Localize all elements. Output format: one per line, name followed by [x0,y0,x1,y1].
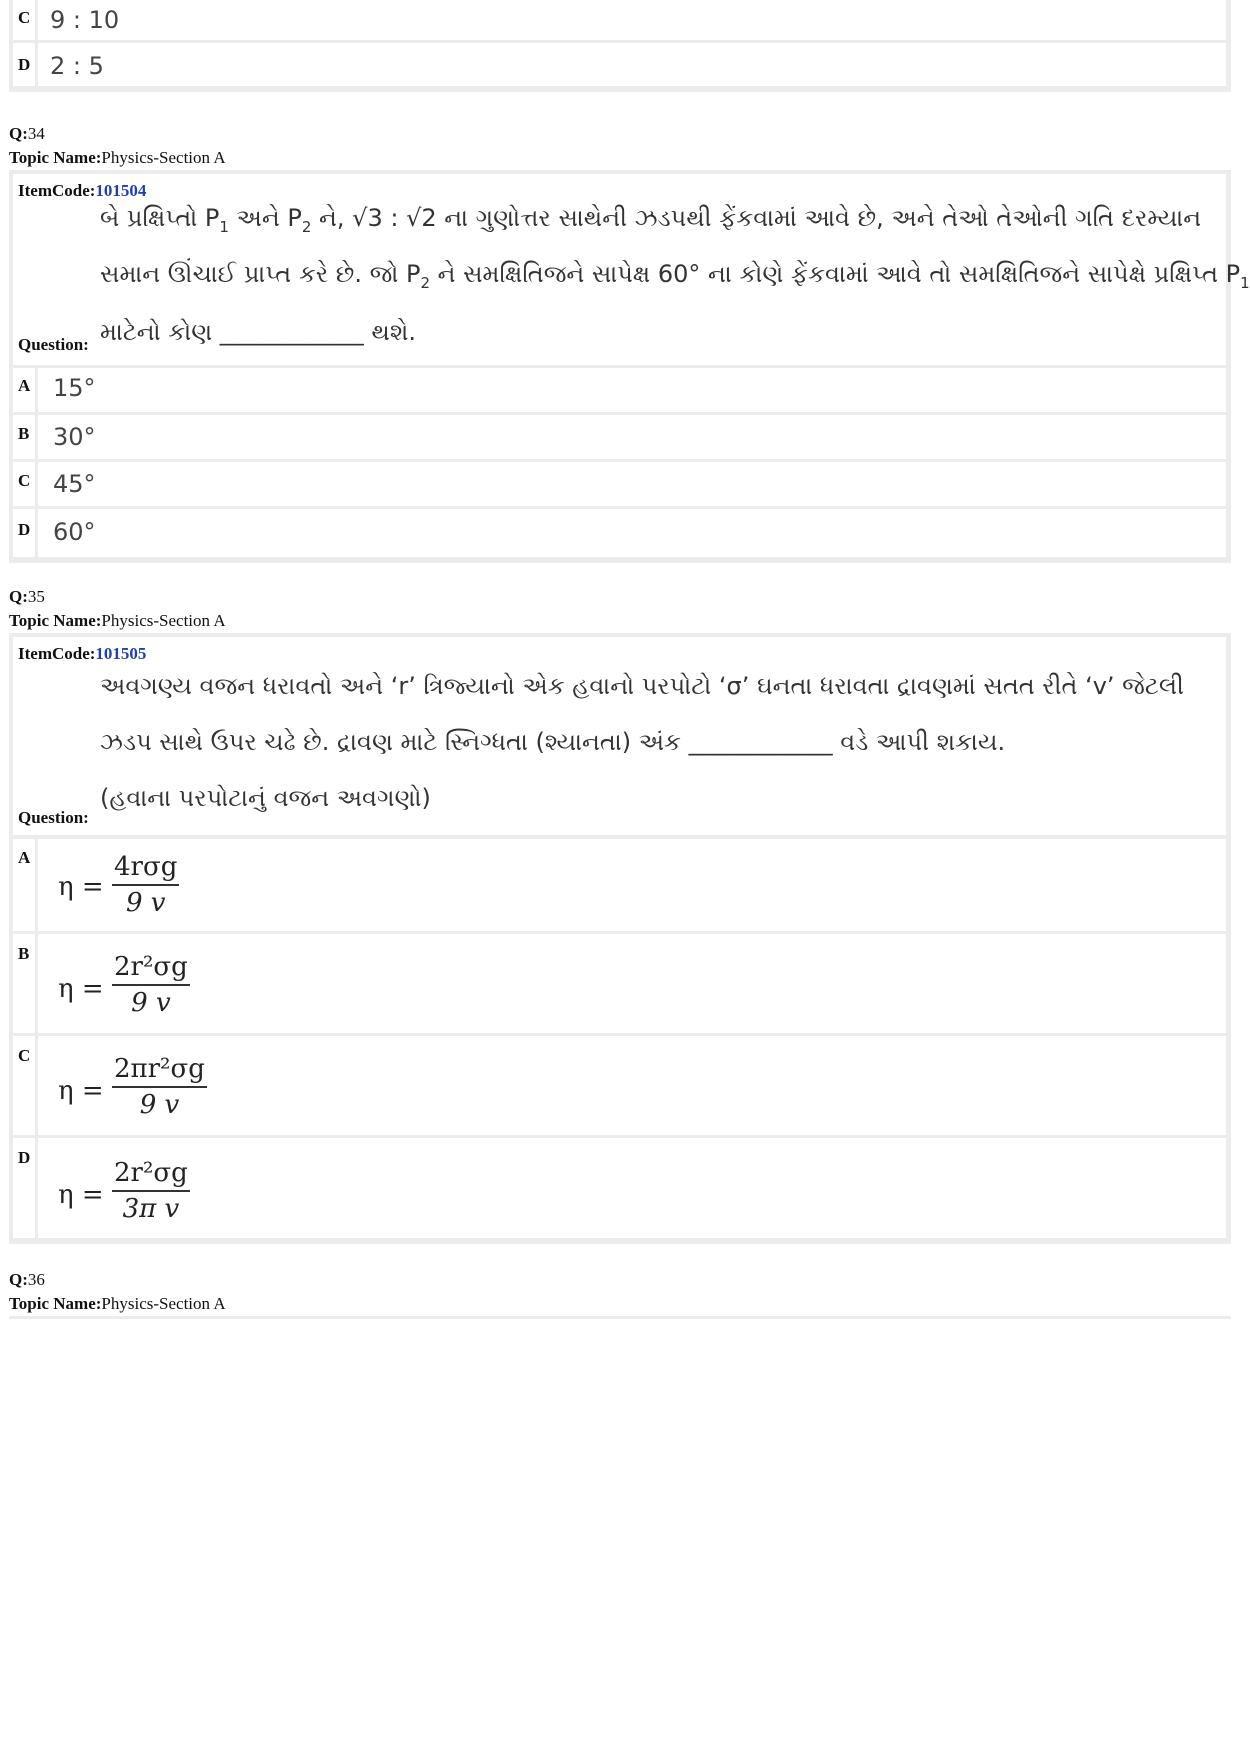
question-line: સમાન ઊંચાઈ પ્રાપ્ત કરે છે. જો $P_2$ ને સમક્ષિતિજને સાપેક્ષ 60° ના કોણે ફેંકવામાં આવે તો સમક્ષિતિજને સાપેક્ષે પ્રક્ષિપ્ત $P_1$ [100,260,1250,292]
question-line: ઝડપ સાથે ઉપર ચઢે છે. દ્રાવણ માટે સ્નિગ્ધતા (શ્યાનતા) અંક ____________ વડે આપી શકાય. [100,728,1006,756]
question-line: (હવાના પરપોટાનું વજન અવગણો) [100,784,431,812]
formula-fraction [112,1158,190,1224]
option-letter: A [18,376,31,395]
option-d[interactable] [38,509,1226,557]
option-value: 60° [53,518,96,546]
question-line: બે પ્રક્ષિપ્તો $P_1$ અને $P_2$ ને, √3 : √2 ના ગુણોત્તર સાથેની ઝડપથી ફેંકવામાં આવે છે, અને તેઓ તેઓની ગતિ દરમ્યાન [100,204,1202,236]
option-value: 15° [53,374,96,402]
denominator: 9 v [139,1090,180,1120]
topic-name: Topic Name:Physics-Section A [9,611,226,630]
denominator: 9 v [125,888,166,918]
numerator: 2πr²σg [112,1054,207,1088]
question-line: અવગણ્ય વજન ધરાવતો અને ‘r’ ત્રિજ્યાનો એક હવાનો પરપોટો ‘σ’ ઘનતા ધરાવતા દ્રાવણમાં સતત રીતે ‘v’ જેટલી [100,672,1184,700]
option-letter: C [18,1046,31,1065]
question-label: Question: [18,335,89,354]
option-letter: B [18,424,30,443]
eta-symbol: η = [58,872,104,902]
eta-symbol: η = [58,1076,104,1106]
topic-name: Topic Name:Physics-Section A [9,148,226,167]
option-letter: C [18,471,31,490]
topic-name: Topic Name:Physics-Section A [9,1294,226,1313]
question-number: Q:35 [9,587,45,606]
option-value-cell-c[interactable] [38,0,1226,40]
option-letter: D [18,55,31,74]
option-letter: D [18,1148,31,1167]
formula-fraction [112,852,179,918]
formula-fraction [112,1054,207,1120]
option-a[interactable] [38,368,1226,412]
denominator: 3π v [122,1194,180,1224]
option-value: 30° [53,423,96,451]
option-c[interactable] [38,1036,1226,1135]
option-letter: B [18,944,30,963]
option-d[interactable] [38,1138,1226,1238]
option-a[interactable] [38,839,1226,931]
eta-symbol: η = [58,974,104,1004]
formula-fraction [112,952,190,1018]
question-line: માટેનો કોણ ____________ થશે. [100,318,416,346]
option-value: 45° [53,470,96,498]
q36-frame-top [9,1316,1231,1319]
eta-symbol: η = [58,1180,104,1210]
question-label: Question: [18,808,89,827]
option-letter: C [18,8,31,27]
numerator: 4rσg [112,852,179,886]
option-letter: D [18,520,31,539]
option-c[interactable] [38,462,1226,506]
option-value: 9 : 10 [50,6,120,34]
option-letter: A [18,848,31,867]
question-number: Q:36 [9,1270,45,1289]
question-number: Q:34 [9,124,45,143]
option-value-cell-d[interactable] [38,43,1226,86]
item-code: ItemCode:101504 [18,181,147,200]
numerator: 2r²σg [112,952,190,986]
denominator: 9 v [131,988,171,1018]
item-code: ItemCode:101505 [18,644,147,663]
option-value: 2 : 5 [50,52,104,80]
option-b[interactable] [38,415,1226,459]
numerator: 2r²σg [112,1158,190,1192]
option-b[interactable] [38,934,1226,1033]
